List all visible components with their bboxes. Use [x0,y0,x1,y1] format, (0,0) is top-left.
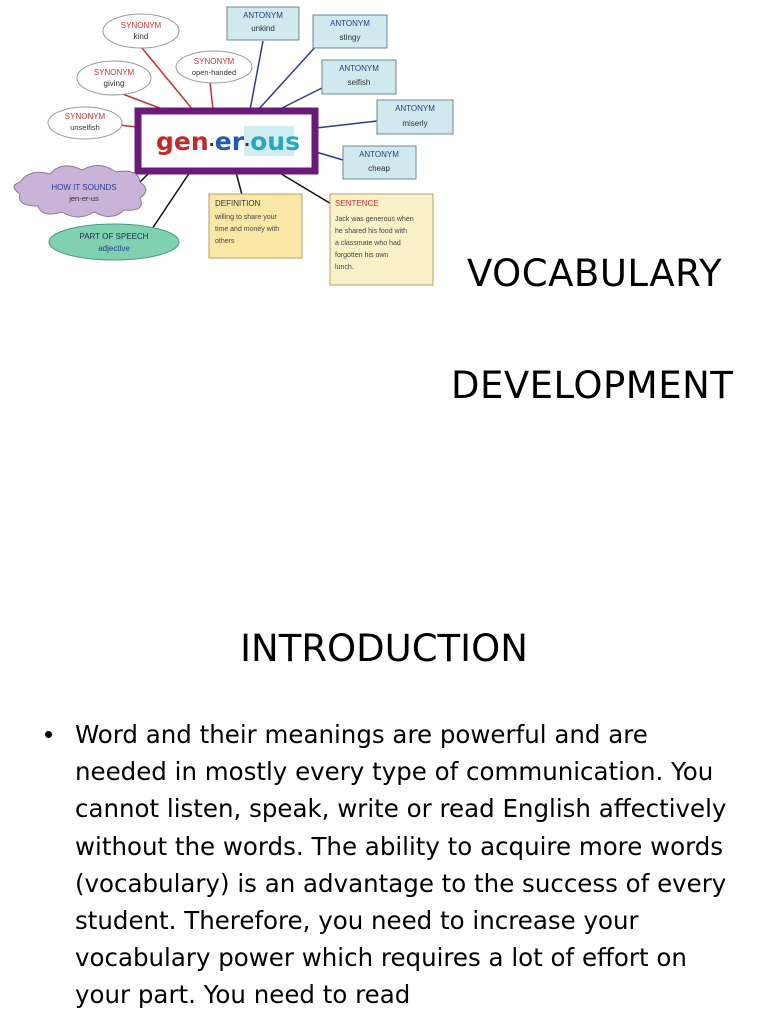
definition-line: willing to share your [215,214,277,221]
synonym-heading: SYNONYM [64,112,106,121]
how-it-sounds-cloud [14,165,146,217]
word-syllable-gen: gen [156,127,209,156]
synonym-text: unselfish [70,123,100,132]
main-word-box [138,111,315,171]
antonym-text: stingy [339,33,361,42]
sentence-line: Jack was generous when [335,216,414,223]
word-syllable-er: er [214,127,245,156]
part-of-speech-heading: PART OF SPEECH [79,232,149,241]
vocabulary-word-map [0,0,460,300]
antonym-text: miserly [402,119,428,128]
antonym-heading: ANTONYM [330,19,370,28]
synonym-text: giving [103,79,125,88]
word-syllable-ous: ous [250,127,300,156]
synonym-heading: SYNONYM [93,68,135,77]
antonym-text: unkind [251,24,275,33]
word-dot: · [244,135,251,154]
sentence-box [330,194,433,285]
sentence-line: lunch. [335,264,354,271]
main-word [156,127,300,156]
antonym-heading: ANTONYM [243,11,283,20]
synonym-bubble-kind [103,14,179,48]
antonym-text: cheap [368,164,390,173]
antonym-box-unkind [227,7,299,40]
definition-line: time and money with [215,226,280,233]
part-of-speech-oval [49,224,179,260]
synonym-heading: SYNONYM [120,21,162,30]
antonym-heading: ANTONYM [339,64,379,73]
bullet-icon: • [44,719,54,749]
bullet-text: Word and their meanings are powerful and are needed in mostly every type of communication. You cannot listen, speak, write or read English affectively without the words. The ability to acquire more words (vocabulary) is an advantage to the success of every student. Therefore, you need to increase your vocabulary power which requires a lot of effort on your part. You need to read [75,720,727,1010]
word-dot: · [208,135,215,154]
title-line-2: DEVELOPMENT [451,364,734,407]
antonym-box-miserly [377,100,453,134]
how-it-sounds-text: jen-er-us [69,194,99,203]
antonym-heading: ANTONYM [395,104,435,113]
how-it-sounds-heading: HOW IT SOUNDS [51,183,117,192]
synonym-bubble-open-handed [176,51,252,83]
definition-line: others [215,238,235,245]
antonym-box-selfish [322,60,396,94]
sentence-heading: SENTENCE [335,199,379,208]
definition-heading: DEFINITION [215,199,261,208]
synonym-text: kind [133,32,149,41]
synonym-bubble-unselfish [48,107,122,139]
title-line-1: VOCABULARY [467,252,723,295]
definition-box [209,194,302,258]
antonym-heading: ANTONYM [359,150,399,159]
antonym-text: selfish [347,78,371,87]
antonym-box-stingy [313,15,387,48]
sentence-line: forgotten his own [335,252,389,259]
section-heading: INTRODUCTION [240,627,528,670]
synonym-bubble-giving [77,61,151,95]
part-of-speech-text: adjective [98,244,130,253]
sentence-line: a classmate who had [335,240,401,247]
synonym-text: open-handed [191,68,237,77]
antonym-box-cheap [343,146,416,179]
sentence-line: he shared his food with [335,228,407,235]
synonym-heading: SYNONYM [193,57,235,66]
